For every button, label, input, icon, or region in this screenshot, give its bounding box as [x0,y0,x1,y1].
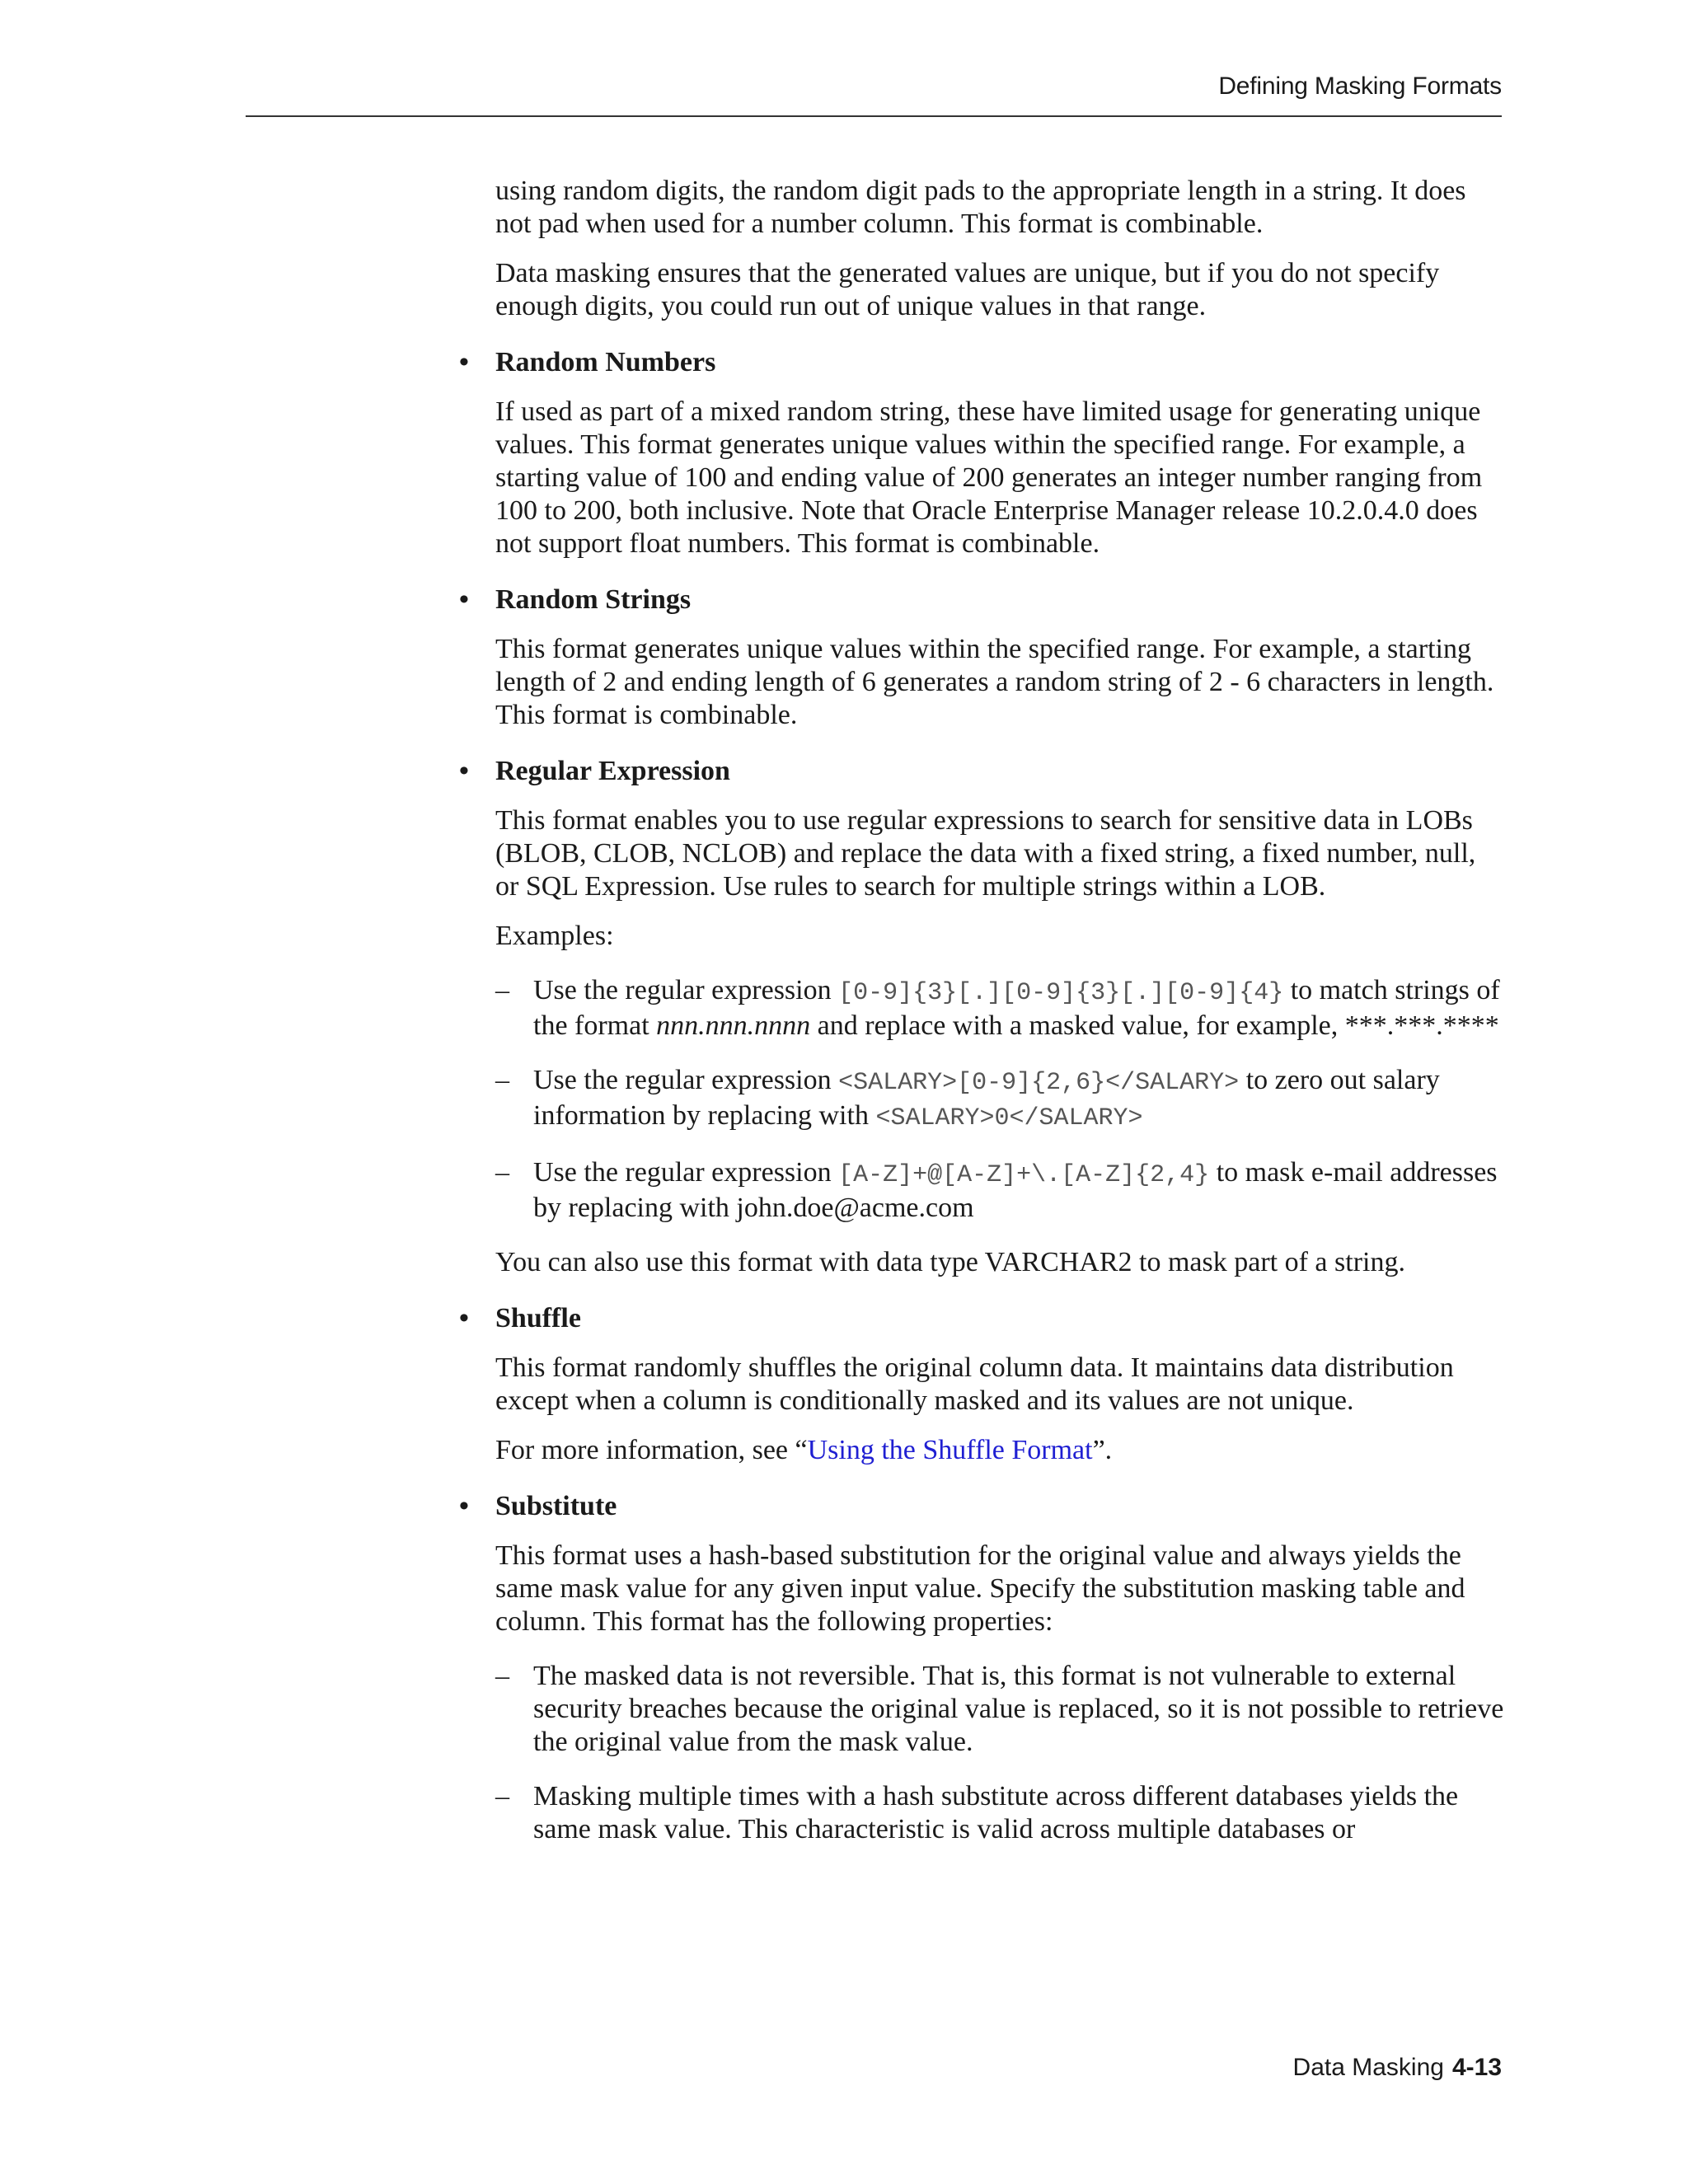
properties-list [495,1660,1504,1846]
page-body [459,175,1504,1868]
running-header: Defining Masking Formats [1218,73,1502,100]
regex-code: [0-9]{3}[.][0-9]{3}[.][0-9]{4} [838,979,1284,1007]
regex-code: <SALARY>[0-9]{2,6}</SALARY> [838,1069,1240,1097]
bullet-icon: • [459,584,469,615]
footer-label: Data Masking [1292,2054,1444,2081]
example-item-1: – Use the regular expression [0-9]{3}[.][0-9]{3}[.][0-9]{4} to match strings of the format nnn.nnn.nnnn and replace with a masked value, for example, ***.***.**** [495,975,1500,1041]
bullet-icon: • [459,347,469,377]
bullet-title: Shuffle [495,1303,581,1333]
dash-icon: – [495,975,509,1005]
bullet-body: This format randomly shuffles the original column data. It maintains data distribution except when a column is conditionally masked and its values are not unique. [495,1352,1454,1416]
bullet-title: Random Strings [495,584,692,615]
shuffle-more-info: For more information, see “Using the Shuffle Format”. [495,1435,1113,1465]
property-item-2: – Masking multiple times with a hash substitute across different databases yields the same mask value. This characteristic is valid across multiple databases or [495,1781,1459,1844]
example-item-3: – Use the regular expression [A-Z]+@[A-Z]+\.[A-Z]{2,4} to mask e-mail addresses by replacing with john.doe@acme.com [495,1157,1498,1223]
bullet-icon: • [459,1491,469,1521]
bullet-title: Substitute [495,1491,617,1521]
examples-list [495,974,1504,1225]
bullet-body: This format generates unique values within the specified range. For example, a starting length of 2 and ending length of 6 generates a random string of 2 - 6 characters in length. This format is combinable. [495,634,1494,730]
bullet-substitute [459,1490,1504,1846]
bullet-body: This format enables you to use regular expressions to search for sensitive data in LOBs (BLOB, CLOB, NCLOB) and replace the data with a fixed string, a fixed number, null, or SQL Expression. Use rules to search for multiple strings within a LOB. [495,805,1476,902]
replacement-code: <SALARY>0</SALARY> [875,1104,1143,1132]
page-footer [1293,2054,1502,2082]
regex-closing: You can also use this format with data type VARCHAR2 to mask part of a string. [495,1247,1405,1277]
bullet-random-strings [459,583,1504,732]
format-pattern: nnn.nnn.nnnn [656,1010,811,1041]
bullet-title: Regular Expression [495,756,730,786]
bullet-shuffle [459,1302,1504,1467]
intro-paragraph-2: Data masking ensures that the generated values are unique, but if you do not specify enough digits, you could run out of unique values in that range. [495,258,1440,321]
examples-label: Examples: [495,921,614,951]
bullet-random-numbers [459,346,1504,560]
dash-icon: – [495,1065,509,1095]
bullet-icon: • [459,1303,469,1333]
bullet-icon: • [459,756,469,786]
dash-icon: – [495,1157,509,1188]
page-number: 4-13 [1451,2054,1502,2081]
shuffle-format-link[interactable]: Using the Shuffle Format [807,1435,1093,1465]
bullet-title: Random Numbers [495,347,716,377]
property-item-1: – The masked data is not reversible. That is, this format is not vulnerable to external security breaches because the original value is replaced, so it is not possible to retrieve the original value from the mask value. [495,1661,1504,1757]
bullet-body: If used as part of a mixed random string, these have limited usage for generating unique values. This format generates unique values within the specified range. For example, a starting value of 100 and ending value of 200 generates an integer number ranging from 100 to 200, both inclusive. Note that Oracle Enterprise Manager release 10.2.0.4.0 does not support float numbers. This format is combinable. [495,396,1483,559]
example-item-2: – Use the regular expression <SALARY>[0-9]{2,6}</SALARY> to zero out salary information by replacing with <SALARY>0</SALARY> [495,1065,1440,1132]
dash-icon: – [495,1661,509,1691]
dash-icon: – [495,1781,509,1811]
bullet-body: This format uses a hash-based substitution for the original value and always yields the same mask value for any given input value. Specify the substitution masking table and column. This format has the following properties: [495,1540,1465,1637]
bullet-regular-expression [459,755,1504,1279]
intro-paragraph-1: using random digits, the random digit pads to the appropriate length in a string. It does not pad when used for a number column. This format is combinable. [495,176,1466,239]
header-divider [246,115,1502,117]
regex-code: [A-Z]+@[A-Z]+\.[A-Z]{2,4} [838,1161,1210,1189]
